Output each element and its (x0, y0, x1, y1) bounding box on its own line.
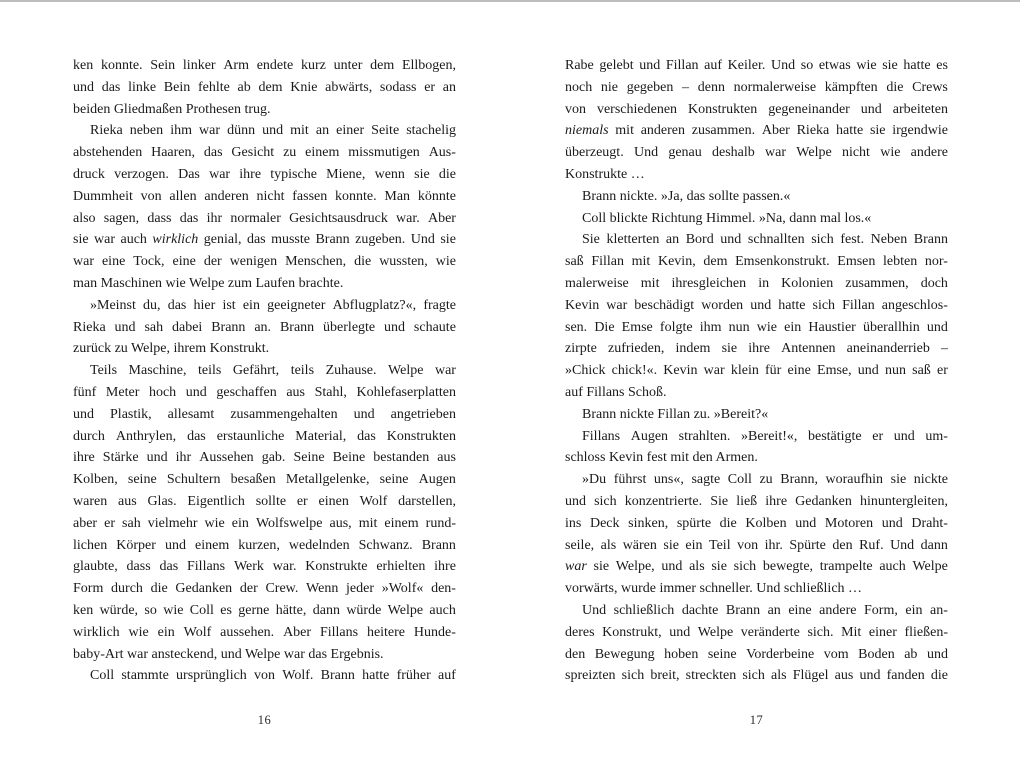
text-line: ins Deck sinken, spürte die Kolben und Motoren und Draht- (565, 515, 948, 531)
text-line: Rieka neben ihm war dünn und mit an einer Seite stachelig (90, 123, 456, 139)
text-line: Rabe gelebt und Fillan auf Keiler. Und so etwas wie sie hatte es (565, 58, 948, 73)
text-line: den Bewegung hoben seine Vorderbeine vom Boden ab und (565, 646, 948, 662)
text-line: ken konnte. Sein linker Arm endete kurz unter dem Ellbogen, (73, 58, 456, 73)
text-line: sen. Die Emse folgte ihm nun wie ein Haustier überallhin und (565, 319, 948, 335)
text-line: waren aus Glas. Eigentlich sollte er einen Wolf darstellen, (73, 493, 456, 509)
text-line: fünf Meter hoch und geschaffen aus Stahl, Kohlefaserplatten (73, 384, 456, 400)
text-line: noch nie gegeben – denn normalerweise kämpften die Crews (565, 79, 948, 95)
text-line: war eine Tock, eine der wenigen Menschen, die wussten, wie (73, 254, 456, 270)
text-line: und sich konzentrierte. Sie ließ ihre Gedanken hinuntergleiten, (565, 493, 948, 509)
page-number-right: 17 (749, 713, 764, 728)
text-line: glaubte, dass das Fillans Werk war. Konstrukte erhielten ihre (73, 559, 456, 575)
text-line: ihre Stärke und ihr Aussehen gab. Seine Beine bestanden aus (73, 450, 456, 466)
text-line: saß Fillan mit Kevin, dem Emsenkonstrukt. Emsen lebten nor- (565, 254, 948, 270)
page-right-text (565, 55, 948, 687)
page-number-left: 16 (257, 713, 272, 728)
text-line: lichen Körper und einem kurzen, wedelnden Schwanz. Brann (73, 537, 456, 553)
text-line: Brann nickte. »Ja, das sollte passen.« (582, 188, 791, 204)
text-line: Coll blickte Richtung Himmel. »Na, dann mal los.« (582, 210, 872, 226)
text-line: »Chick chick!«. Kevin war klein für eine Emse, und nun saß er (565, 363, 948, 379)
text-line: Form durch die Gedanken der Crew. Wenn jeder »Wolf« den- (73, 581, 456, 597)
text-line: vorwärts, wurde immer schneller. Und schließlich … (565, 581, 863, 597)
text-line: malerweise mit ihresgleichen in Kolonien zusammen, doch (565, 275, 948, 291)
text-line: überzeugt. Und genau deshalb war Welpe nicht wie andere (565, 145, 948, 161)
text-line: seile, als wären sie ein Teil von ihr. Spürte den Ruf. Und dann (565, 537, 948, 553)
text-line: auf Fillans Schoß. (565, 384, 667, 400)
text-line: beiden Gliedmaßen Prothesen trug. (73, 101, 271, 117)
text-line: spreizten sich breit, streckten sich als Flügel aus und fanden die (565, 668, 948, 684)
text-line: Teils Maschine, teils Gefährt, teils Zuhause. Welpe war (90, 363, 456, 379)
text-line: Kevin war beschädigt worden und hatte sich Fillan angeschlos- (565, 297, 948, 313)
book-page-left (73, 55, 456, 728)
text-line: Fillans Augen strahlten. »Bereit!«, bestätigte er und um- (582, 428, 948, 444)
text-line: niemals mit anderen zusammen. Aber Rieka hatte sie irgendwie (565, 123, 948, 139)
text-line: »Du führst uns«, sagte Coll zu Brann, woraufhin sie nickte (582, 472, 948, 488)
text-line: deres Konstrukt, und Welpe veränderte sich. Mit einer fließen- (565, 624, 948, 640)
text-line: Und schließlich dachte Brann an eine andere Form, ein an- (582, 602, 948, 618)
text-line: Coll stammte ursprünglich von Wolf. Brann hatte früher auf (90, 668, 456, 684)
text-line: »Meinst du, das hier ist ein geeigneter Abflugplatz?«, fragte (90, 297, 456, 313)
text-line: wirklich wie ein Wolf aussehen. Aber Fillans heitere Hunde- (73, 624, 456, 640)
text-line: Dummheit von allen anderen nicht fassen konnte. Man könnte (73, 188, 456, 204)
text-line: und Plastik, allesamt zusammengehalten und angetrieben (73, 406, 456, 422)
book-page-right (565, 55, 948, 728)
page-left-text (73, 55, 456, 687)
text-line: ken würde, so wie Coll es gerne hätte, dann würde Welpe auch (73, 602, 456, 618)
text-line: zurück zu Welpe, ihrem Konstrukt. (73, 341, 270, 357)
text-line: sie war auch wirklich genial, das musste Brann zugeben. Und sie (73, 232, 456, 248)
text-line: von verschiedenen Konstrukten gegeneinander und arbeiteten (565, 101, 948, 117)
text-line: aber er sah vielmehr wie ein Wolfswelpe aus, mit einem rund- (73, 515, 456, 531)
text-line: durch Anthrylen, das erstaunliche Material, das Konstrukten (73, 428, 456, 444)
scan-edge-line (0, 0, 1020, 2)
text-line: abstehenden Haaren, das Gesicht zu einem missmutigen Aus- (73, 145, 456, 161)
text-line: also sagen, dass das ihr normaler Gesichtsausdruck war. Aber (73, 210, 456, 226)
text-line: Kolben, seine Schultern besaßen Metallgelenke, seine Augen (73, 472, 456, 488)
text-line: und das linke Bein fehlte ab dem Knie abwärts, sodass er an (73, 79, 456, 95)
text-line: Konstrukte … (565, 166, 645, 182)
text-line: baby-Art war ansteckend, und Welpe war das Ergebnis. (73, 646, 384, 662)
text-line: Brann nickte Fillan zu. »Bereit?« (582, 406, 769, 422)
text-line: schloss Kevin fest mit den Armen. (565, 450, 758, 466)
text-line: war sie Welpe, und als sie sich bewegte, trampelte auch Welpe (565, 559, 948, 575)
text-line: druck verzogen. Das war ihre typische Miene, wenn sie die (73, 166, 456, 182)
text-line: zirpte zufrieden, indem sie ihre Antennen aneinanderrieb – (565, 341, 948, 357)
text-line: Rieka und sah dabei Brann an. Brann überlegte und schaute (73, 319, 456, 335)
text-line: Sie kletterten an Bord und schnallten sich fest. Neben Brann (582, 232, 948, 248)
text-line: man Maschinen wie Welpe zum Laufen brachte. (73, 275, 344, 291)
